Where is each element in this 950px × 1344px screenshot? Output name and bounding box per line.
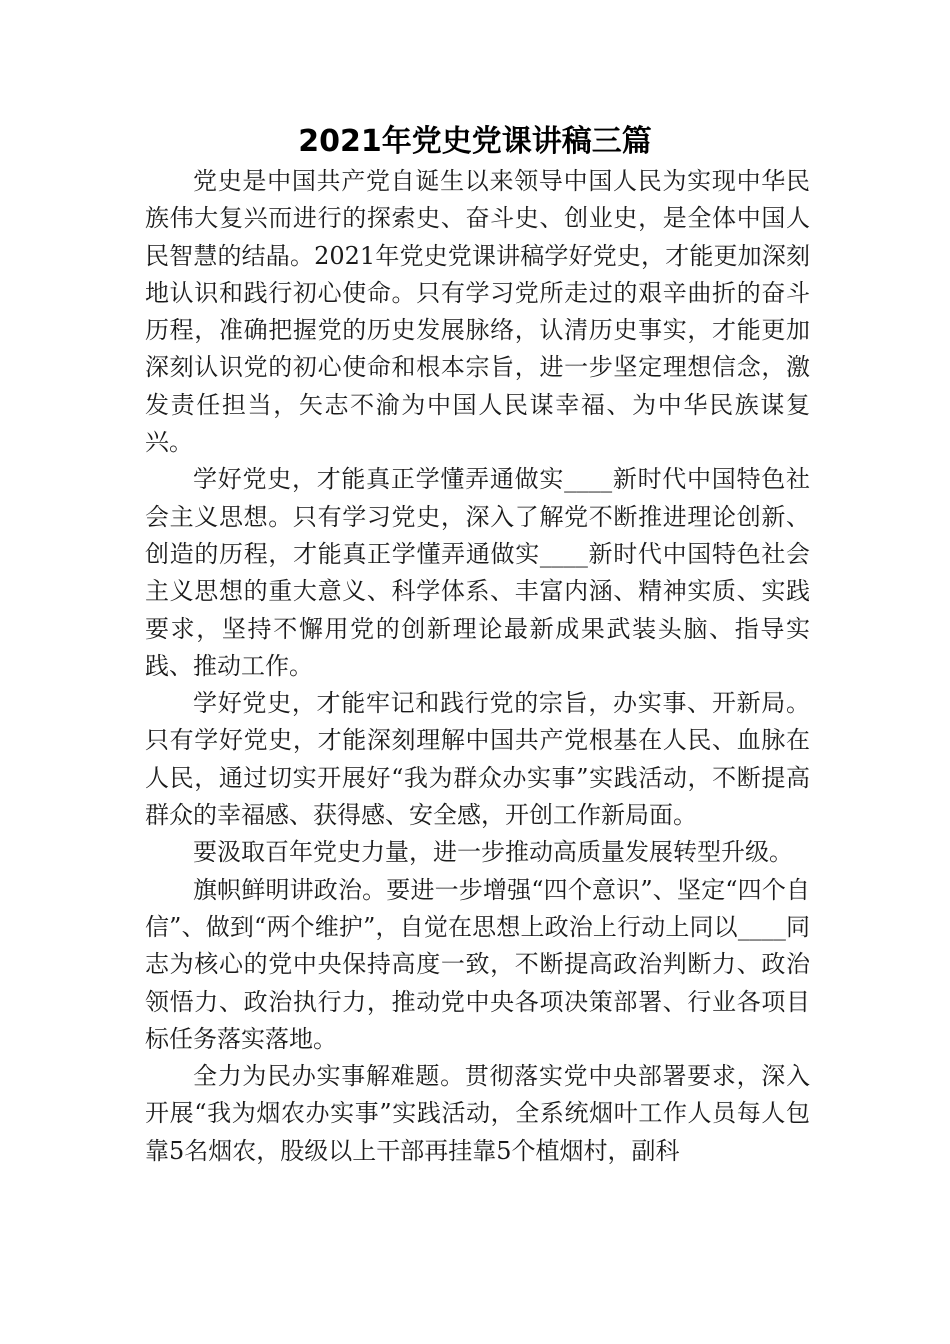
document-title: 2021年党史党课讲稿三篇 bbox=[298, 124, 652, 159]
paragraph-3: 学好党史，才能牢记和践行党的宗旨，办实事、开新局。只有学好党史，才能深刻理解中国共产党根基在人民、血脉在人民，通过切实开展好“我为群众办实事”实践活动，不断提高群众的幸福感、获得感、安全感，开创工作新局面。 bbox=[145, 689, 810, 830]
paragraph-2: 学好党史，才能真正学懂弄通做实____新时代中国特色社会主义思想。只有学习党史，深入了解党不断推进理论创新、创造的历程，才能真正学懂弄通做实____新时代中国特色社会主义思想的重大意义、科学体系、丰富内涵、精神实质、实践要求，坚持不懈用党的创新理论最新成果武装头脑、指导实践、推动工作。 bbox=[145, 465, 810, 680]
paragraph-4: 要汲取百年党史力量，进一步推动高质量发展转型升级。 bbox=[193, 838, 793, 867]
document-body bbox=[145, 163, 810, 1170]
paragraph-1: 党史是中国共产党自诞生以来领导中国人民为实现中华民族伟大复兴而进行的探索史、奋斗史、创业史，是全体中国人民智慧的结晶。2021年党史党课讲稿学好党史，才能更加深刻地认识和践行初心使命。只有学习党所走过的艰辛曲折的奋斗历程，准确把握党的历史发展脉络，认清历史事实，才能更加深刻认识党的初心使命和根本宗旨，进一步坚定理想信念，激发责任担当，矢志不渝为中国人民谋幸福、为中华民族谋复兴。 bbox=[145, 167, 810, 457]
paragraph-6: 全力为民办实事解难题。贯彻落实党中央部署要求，深入开展“我为烟农办实事”实践活动，全系统烟叶工作人员每人包靠5名烟农，股级以上干部再挂靠5个植烟村，副科 bbox=[145, 1062, 810, 1165]
paragraph-5: 旗帜鲜明讲政治。要进一步增强“四个意识”、坚定“四个自信”、做到“两个维护”，自觉在思想上政治上行动上同以____同志为核心的党中央保持高度一致，不断提高政治判断力、政治领悟力、政治执行力，推动党中央各项决策部署、行业各项目标任务落实落地。 bbox=[145, 875, 810, 1053]
